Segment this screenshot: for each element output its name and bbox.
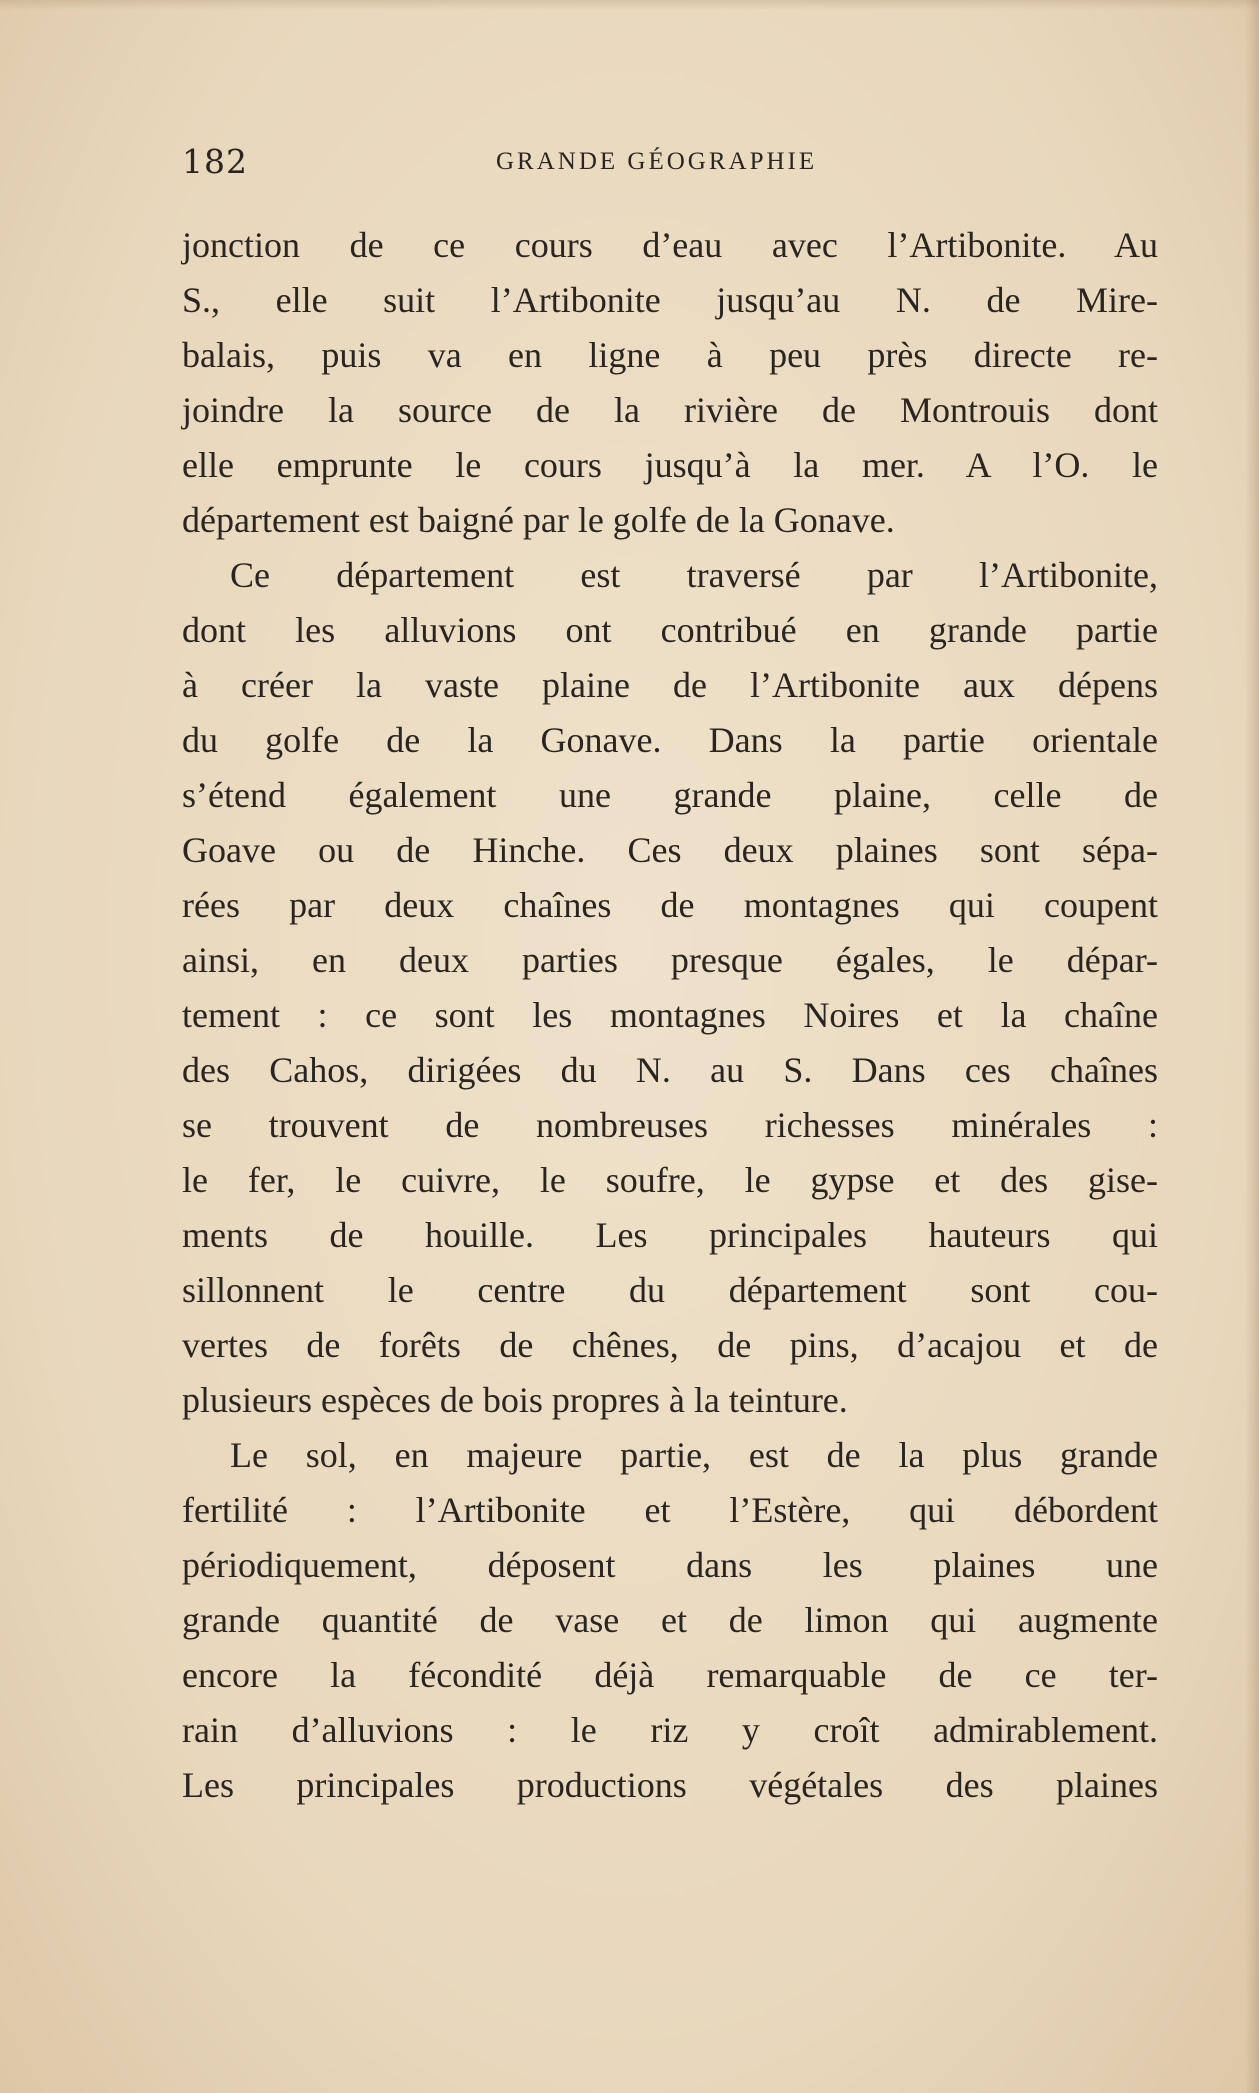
- text-line: sillonnent le centre du département sont cou-: [182, 1270, 1158, 1310]
- text-line: plusieurs espèces de bois propres à la teinture.: [182, 1380, 848, 1420]
- text-line: tement : ce sont les montagnes Noires et la chaîne: [182, 995, 1158, 1035]
- text-line: ainsi, en deux parties presque égales, le dépar-: [182, 940, 1158, 980]
- text-line: elle emprunte le cours jusqu’à la mer. A l’O. le: [182, 445, 1158, 485]
- body-text: [182, 218, 1158, 1813]
- text-line: Le sol, en majeure partie, est de la plus grande: [230, 1435, 1158, 1475]
- text-line: fertilité : l’Artibonite et l’Estère, qui débordent: [182, 1490, 1158, 1530]
- text-line: département est baigné par le golfe de la Gonave.: [182, 500, 895, 540]
- page-header: [182, 142, 1162, 192]
- text-line: grande quantité de vase et de limon qui augmente: [182, 1600, 1158, 1640]
- running-title: GRANDE GÉOGRAPHIE: [496, 148, 818, 175]
- text-line: rain d’alluvions : le riz y croît admirablement.: [182, 1710, 1158, 1750]
- text-line: vertes de forêts de chênes, de pins, d’acajou et de: [182, 1325, 1158, 1365]
- text-line: périodiquement, déposent dans les plaines une: [182, 1545, 1158, 1585]
- text-line: s’étend également une grande plaine, celle de: [182, 775, 1158, 815]
- text-line: jonction de ce cours d’eau avec l’Artibonite. Au: [182, 225, 1158, 265]
- text-line: des Cahos, dirigées du N. au S. Dans ces chaînes: [182, 1050, 1158, 1090]
- text-line: rées par deux chaînes de montagnes qui coupent: [182, 885, 1158, 925]
- text-line: joindre la source de la rivière de Montrouis dont: [182, 390, 1158, 430]
- text-line: Les principales productions végétales des plaines: [182, 1765, 1158, 1805]
- text-line: S., elle suit l’Artibonite jusqu’au N. de Mire-: [182, 280, 1158, 320]
- text-line: Goave ou de Hinche. Ces deux plaines sont sépa-: [182, 830, 1158, 870]
- text-line: se trouvent de nombreuses richesses minérales :: [182, 1105, 1158, 1145]
- text-line: encore la fécondité déjà remarquable de ce ter-: [182, 1655, 1158, 1695]
- page-right-edge: [1245, 0, 1259, 2093]
- text-line: à créer la vaste plaine de l’Artibonite aux dépens: [182, 665, 1158, 705]
- text-line: ments de houille. Les principales hauteurs qui: [182, 1215, 1158, 1255]
- text-line: dont les alluvions ont contribué en grande partie: [182, 610, 1158, 650]
- text-line: le fer, le cuivre, le soufre, le gypse et des gise-: [182, 1160, 1158, 1200]
- text-line: balais, puis va en ligne à peu près directe re-: [182, 335, 1158, 375]
- text-line: Ce département est traversé par l’Artibonite,: [230, 555, 1158, 595]
- page-top-shadow: [0, 0, 1259, 10]
- text-line: du golfe de la Gonave. Dans la partie orientale: [182, 720, 1158, 760]
- page-number: 182: [182, 142, 248, 181]
